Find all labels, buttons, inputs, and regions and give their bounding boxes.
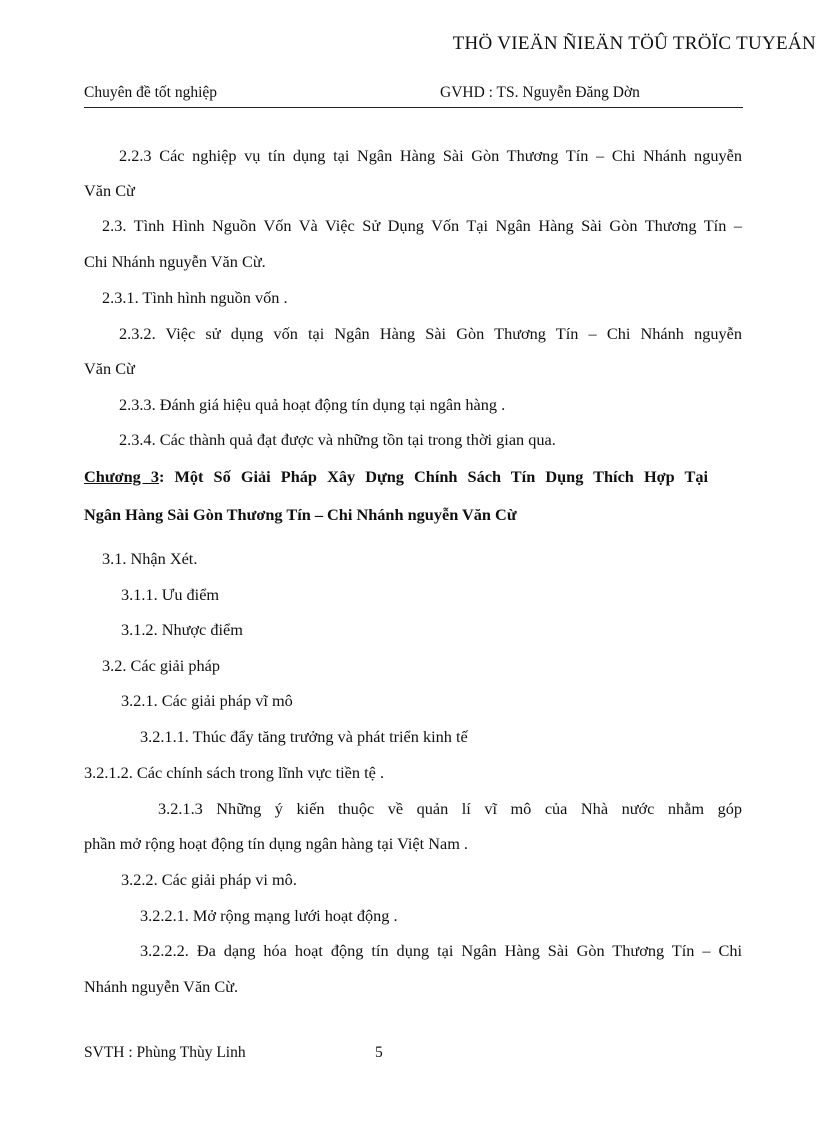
library-watermark: THÖ VIEÄN ÑIEÄN TÖÛ TRÖÏC TUYEÁN [452, 33, 816, 54]
toc-item-3-2-1-3-cont: phần mở rộng hoạt động tín dụng ngân hàng tại Việt Nam . [84, 834, 468, 853]
toc-item-3-1-2: 3.1.2. Nhược điểm [121, 620, 243, 639]
toc-item-3-1: 3.1. Nhận Xét. [102, 549, 198, 568]
page-number: 5 [375, 1044, 383, 1061]
toc-item-2-3-4: 2.3.4. Các thành quả đạt được và những tồn tại trong thời gian qua. [119, 430, 556, 449]
chapter-3-title: : Một Số Giải Pháp Xây Dựng Chính Sách Tín Dụng Thích Hợp Tại [159, 467, 708, 486]
toc-item-2-3-cont: Chi Nhánh nguyễn Văn Cừ. [84, 252, 266, 271]
toc-item-2-3-2: 2.3.2. Việc sử dụng vốn tại Ngân Hàng Sài Gòn Thương Tín – Chi Nhánh nguyễn [119, 324, 742, 343]
chapter-3-label: Chương 3 [84, 467, 160, 486]
toc-item-3-1-1: 3.1.1. Ưu điểm [121, 585, 220, 604]
header-document-type: Chuyên đề tốt nghiệp [84, 84, 218, 101]
header-divider [84, 107, 743, 108]
toc-item-2-3-3: 2.3.3. Đánh giá hiệu quả hoạt động tín dụng tại ngân hàng . [119, 395, 506, 414]
toc-item-3-2-2-1: 3.2.2.1. Mở rộng mạng lưới hoạt động . [140, 906, 398, 925]
toc-item-3-2-2: 3.2.2. Các giải pháp vi mô. [121, 870, 297, 889]
chapter-3-heading-cont: Ngân Hàng Sài Gòn Thương Tín – Chi Nhánh nguyễn Văn Cừ [84, 505, 517, 524]
footer-student: SVTH : Phùng Thùy Linh [84, 1044, 246, 1061]
toc-item-3-2-1-2: 3.2.1.2. Các chính sách trong lĩnh vực tiền tệ . [84, 763, 385, 782]
toc-item-2-3-1: 2.3.1. Tình hình nguồn vốn . [102, 288, 288, 307]
toc-item-3-2-1: 3.2.1. Các giải pháp vĩ mô [121, 691, 293, 710]
toc-item-3-2: 3.2. Các giải pháp [102, 656, 221, 675]
toc-item-3-2-1-3: 3.2.1.3 Những ý kiến thuộc về quản lí vĩ mô của Nhà nước nhằm góp [158, 799, 742, 818]
toc-item-2-3-2-cont: Văn Cừ [84, 359, 135, 378]
toc-item-3-2-2-2-cont: Nhánh nguyễn Văn Cừ. [84, 977, 239, 996]
toc-item-3-2-1-1: 3.2.1.1. Thúc đẩy tăng trưởng và phát triển kinh tế [140, 727, 468, 746]
toc-item-2-2-3-cont: Văn Cừ [84, 181, 135, 200]
header-supervisor: GVHD : TS. Nguyễn Đăng Dờn [440, 84, 640, 101]
toc-item-3-2-2-2: 3.2.2.2. Đa dạng hóa hoạt động tín dụng tại Ngân Hàng Sài Gòn Thương Tín – Chi [140, 941, 742, 960]
chapter-3-heading [84, 467, 708, 487]
toc-item-2-3: 2.3. Tình Hình Nguồn Vốn Và Việc Sử Dụng Vốn Tại Ngân Hàng Sài Gòn Thương Tín – [102, 216, 742, 235]
toc-item-2-2-3: 2.2.3 Các nghiệp vụ tín dụng tại Ngân Hàng Sài Gòn Thương Tín – Chi Nhánh nguyễn [119, 146, 742, 165]
